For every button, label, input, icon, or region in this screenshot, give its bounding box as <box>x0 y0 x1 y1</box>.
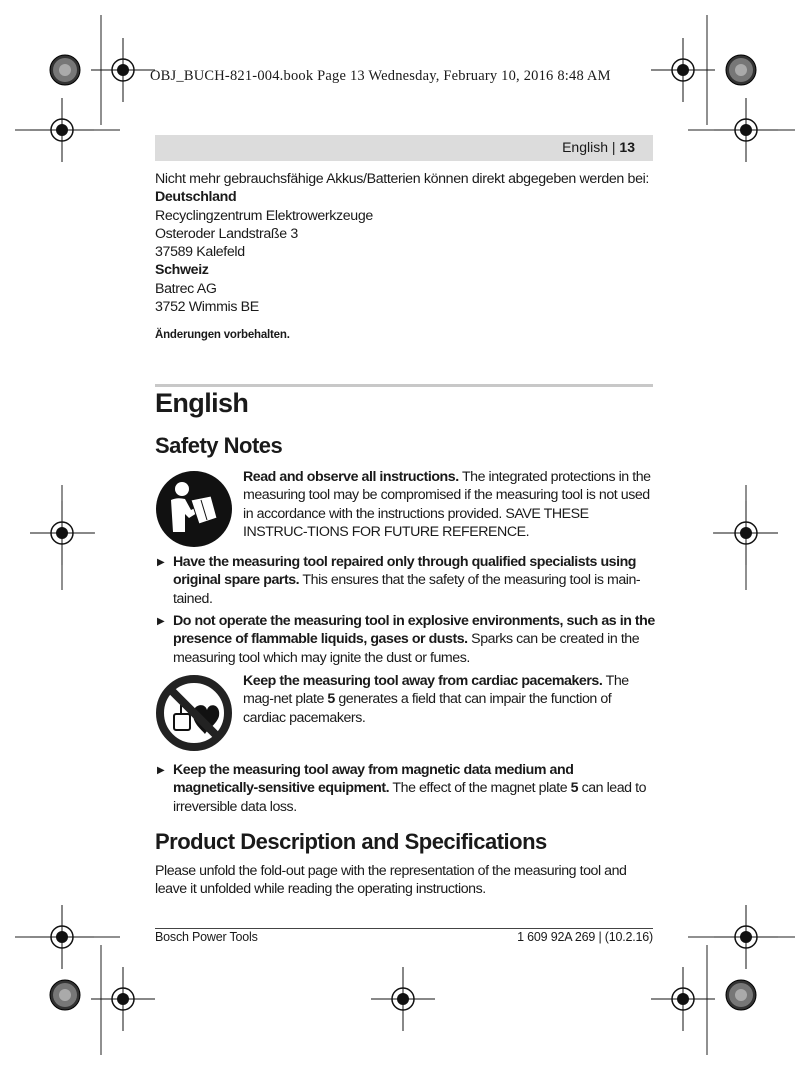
bullet-repair <box>155 553 655 608</box>
product-description-heading: Product Description and Specifications <box>155 829 547 854</box>
switzerland-label: Schweiz <box>155 262 209 279</box>
germany-line: 37589 Kalefeld <box>155 244 245 261</box>
header-separator: | <box>608 139 620 155</box>
bullet-magnetic-text: The effect of the magnet plate <box>389 780 571 797</box>
pacemaker-bold: Keep the measuring tool away from cardiac pacemakers. <box>243 673 603 689</box>
product-description-text: Please unfold the fold-out page with the representation of the measuring tool and leave it unfolded while reading the operating instructions. <box>155 863 627 898</box>
bullet-explosive-text: Sparks can be created in the measuring tool which may ignite the dust or fumes. <box>173 631 640 666</box>
bullet-magnetic <box>155 761 655 816</box>
page-header <box>562 139 635 155</box>
germany-label: Deutschland <box>155 189 237 206</box>
print-header: OBJ_BUCH-821-004.book Page 13 Wednesday, February 10, 2016 8:48 AM <box>150 68 611 84</box>
pacemaker-text: The mag-net plate <box>243 673 629 708</box>
bullet-arrow-icon: ▶ <box>157 765 165 776</box>
no-pacemaker-icon <box>155 674 233 752</box>
safety-notes-heading: Safety Notes <box>155 433 283 458</box>
changes-reserved-notice: Änderungen vorbehalten. <box>155 329 290 341</box>
disposal-address-block <box>155 170 655 316</box>
read-instructions-bold: Read and observe all instructions. <box>243 469 459 485</box>
page-header-bar <box>155 135 653 161</box>
bullet-magnetic-ref: 5 <box>570 780 579 797</box>
disposal-intro: Nicht mehr gebrauchsfähige Akkus/Batterien können direkt abgegeben werden bei: <box>155 171 650 187</box>
page-number: 13 <box>619 139 635 155</box>
pacemaker-text: generates a field that can impair the function of cardiac pacemakers. <box>243 691 612 726</box>
bullet-arrow-icon: ▶ <box>157 557 165 568</box>
read-instructions-paragraph <box>243 468 655 541</box>
bullet-explosive <box>155 612 655 667</box>
bullet-repair-text: This ensures that the safety of the measuring tool is main-tained. <box>173 572 641 607</box>
germany-line: Osteroder Landstraße 3 <box>155 225 298 242</box>
bullet-magnetic-text: can lead to irreversible data loss. <box>173 780 647 815</box>
header-language: English <box>562 139 608 155</box>
bullet-explosive-bold: Do not operate the measuring tool in explosive environments, such as in the presence of flammable liquids, gases or dusts. <box>173 613 655 648</box>
section-divider <box>155 384 653 387</box>
germany-line: Recyclingzentrum Elektrowerkzeuge <box>155 207 373 224</box>
pacemaker-paragraph <box>243 672 655 727</box>
bullet-magnetic-bold: Keep the measuring tool away from magnetic data medium and magnetically-sensitive equipment. <box>173 762 574 797</box>
section-title: English <box>155 388 249 418</box>
switzerland-line: Batrec AG <box>155 280 217 297</box>
bullet-arrow-icon: ▶ <box>157 616 165 627</box>
pacemaker-ref: 5 <box>327 691 335 708</box>
switzerland-line: 3752 Wimmis BE <box>155 299 259 316</box>
read-manual-icon <box>155 470 233 548</box>
read-instructions-text: The integrated protections in the measuring tool may be compromised if the measuring tool is not used in accordance with the instructions provided. SAVE THESE INSTRUC-TIONS FOR FUTURE REFERENCE. <box>243 469 651 540</box>
footer-divider <box>155 928 653 929</box>
footer-right: 1 609 92A 269 | (10.2.16) <box>517 930 653 944</box>
footer-left: Bosch Power Tools <box>155 930 258 944</box>
bullet-repair-bold: Have the measuring tool repaired only through qualified specialists using original spare parts. <box>173 554 637 589</box>
